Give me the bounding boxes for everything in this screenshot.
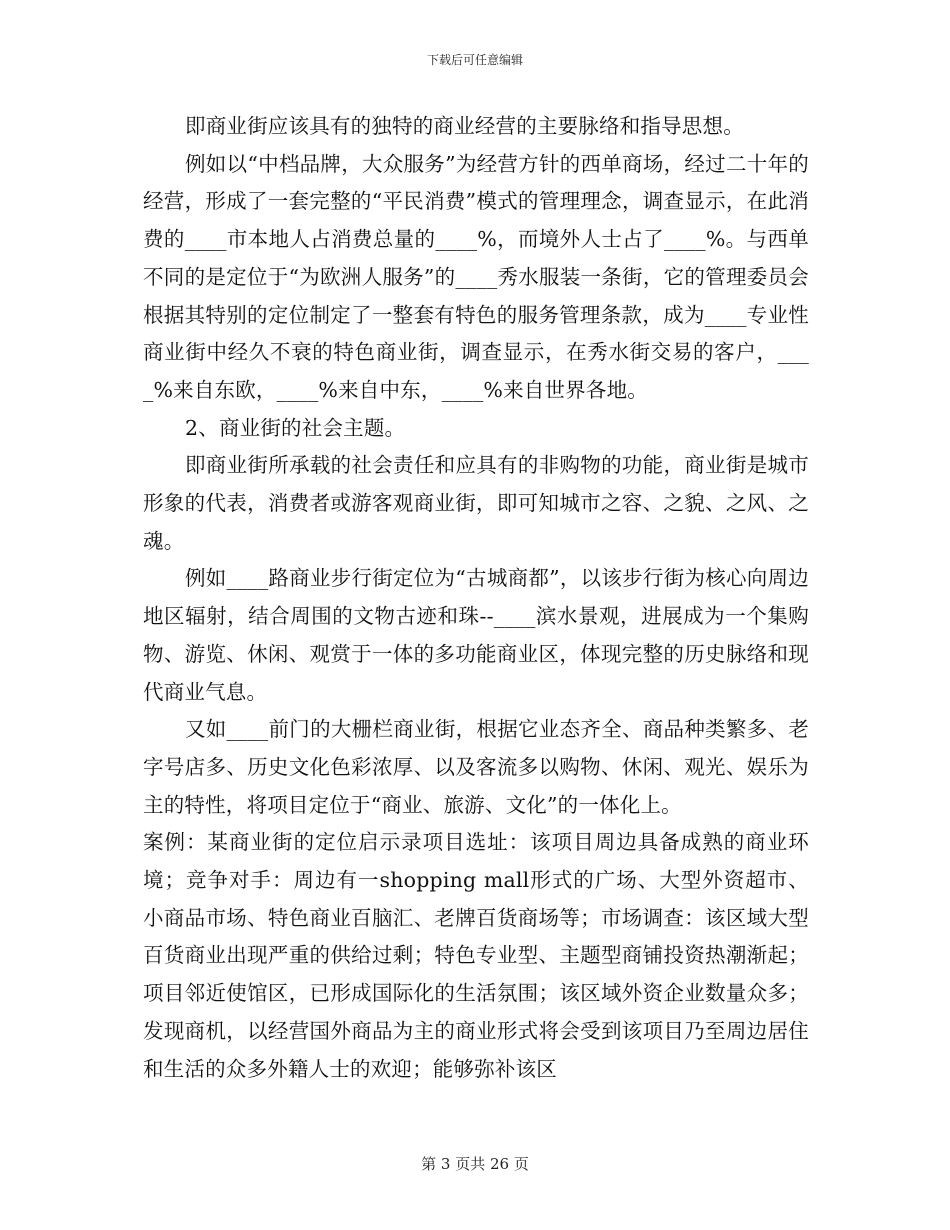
paragraph-xidan-example: 例如以“中档品牌，大众服务”为经营方针的西单商场，经过二十年的经营，形成了一套完整的“平民消费”模式的管理理念，调查显示，在此消费的____市本地人占消费总量的____%，而境外人士占了____%。与西单不同的是定位于“为欧洲人服务”的____秀水服装一条街，它的管理委员会根据其特别的定位制定了一整套有特色的服务管理条款，成为____专业性商业街中经久不衰的特色商业街，调查显示，在秀水街交易的客户，____%来自东欧，____%来自中东，____%来自世界各地。 xyxy=(143,151,809,402)
paragraph-commercial-context: 即商业街应该具有的独特的商业经营的主要脉络和指导思想。 xyxy=(185,114,744,138)
document-body xyxy=(143,108,809,1088)
page-footer: 第 3 页共 26 页 xyxy=(421,1155,529,1173)
paragraph-pedestrian-street-example: 例如____路商业步行街定位为“古城商都”，以该步行街为核心向周边地区辐射，结合周围的文物古迹和珠--____滨水景观，进展成为一个集购物、游览、休闲、观赏于一体的多功能商业区，体现完整的历史脉络和现代商业气息。 xyxy=(143,566,809,704)
paragraph-qianmen-example: 又如____前门的大栅栏商业街，根据它业态齐全、商品种类繁多、老字号店多、历史文化色彩浓厚、以及客流多以购物、休闲、观光、娱乐为主的特性，将项目定位于“商业、旅游、文化”的一体化上。 xyxy=(143,717,809,817)
paragraph-social-responsibility: 即商业街所承载的社会责任和应具有的非购物的功能，商业街是城市形象的代表，消费者或游客观商业街，即可知城市之容、之貌、之风、之魂。 xyxy=(143,453,809,553)
paragraph-case-study: 案例：某商业街的定位启示录项目选址：该项目周边具备成熟的商业环境；竞争对手：周边有一shopping mall形式的广场、大型外资超市、小商品市场、特色商业百脑汇、老牌百货商场等；市场调查：该区域大型百货商业出现严重的供给过剩；特色专业型、主题型商铺投资热潮渐起；项目邻近使馆区，已形成国际化的生活氛围；该区域外资企业数量众多；发现商机，以经营国外商品为主的商业形式将会受到该项目乃至周边居住和生活的众多外籍人士的欢迎；能够弥补该区 xyxy=(143,830,809,1081)
section-heading-social-theme: 2、商业街的社会主题。 xyxy=(185,415,406,440)
page-header: 下载后可任意编辑 xyxy=(426,53,523,67)
